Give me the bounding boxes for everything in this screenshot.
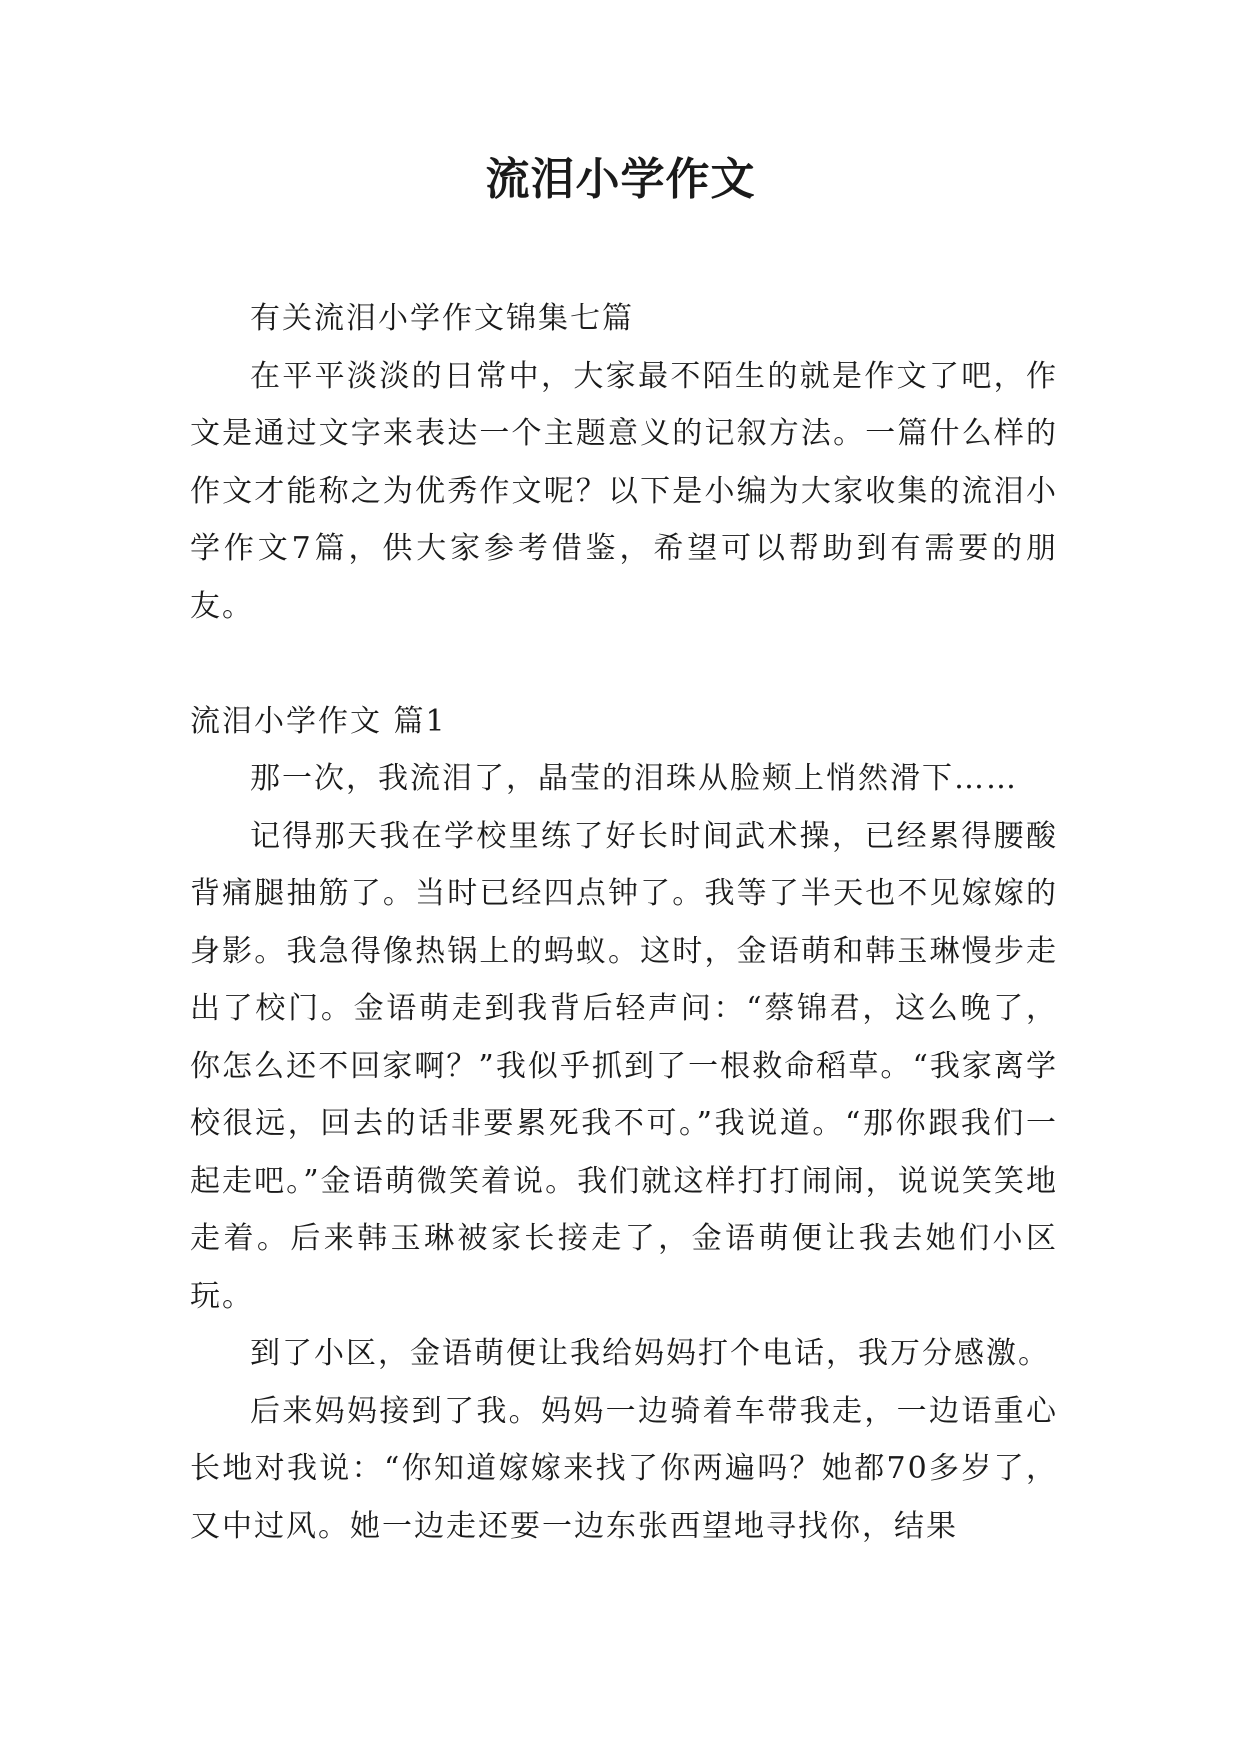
document-body	[190, 290, 1058, 1555]
paragraph: 到了小区，金语萌便让我给妈妈打个电话，我万分感激。	[250, 1336, 1050, 1371]
paragraph: 记得那天我在学校里练了好长时间武术操，已经累得腰酸背痛腿抽筋了。当时已经四点钟了。我等了半天也不见嫁嫁的身影。我急得像热锅上的蚂蚁。这时，金语萌和韩玉琳慢步走出了校门。金语萌走到我背后轻声问：“蔡锦君，这么晚了，你怎么还不回家啊？”我似乎抓到了一根救命稻草。“我家离学校很远，回去的话非要累死我不可。”我说道。“那你跟我们一起走吧。”金语萌微笑着说。我们就这样打打闹闹，说说笑笑地走着。后来韩玉琳被家长接走了，金语萌便让我去她们小区玩。	[190, 818, 1058, 1314]
document-title: 流泪小学作文	[485, 154, 756, 205]
subtitle: 有关流泪小学作文锦集七篇	[250, 301, 634, 336]
paragraph: 那一次，我流泪了，晶莹的泪珠从脸颊上悄然滑下……	[250, 761, 1018, 796]
intro-paragraph: 在平平淡淡的日常中，大家最不陌生的就是作文了吧，作文是通过文字来表达一个主题意义的记叙方法。一篇什么样的作文才能称之为优秀作文呢？以下是小编为大家收集的流泪小学作文7篇，供大家参考借鉴，希望可以帮助到有需要的朋友。	[190, 358, 1058, 624]
paragraph: 后来妈妈接到了我。妈妈一边骑着车带我走，一边语重心长地对我说：“你知道嫁嫁来找了你两遍吗？她都70多岁了，又中过风。她一边走还要一边东张西望地寻找你，结果	[190, 1393, 1058, 1544]
section-heading: 流泪小学作文 篇1	[190, 703, 447, 739]
